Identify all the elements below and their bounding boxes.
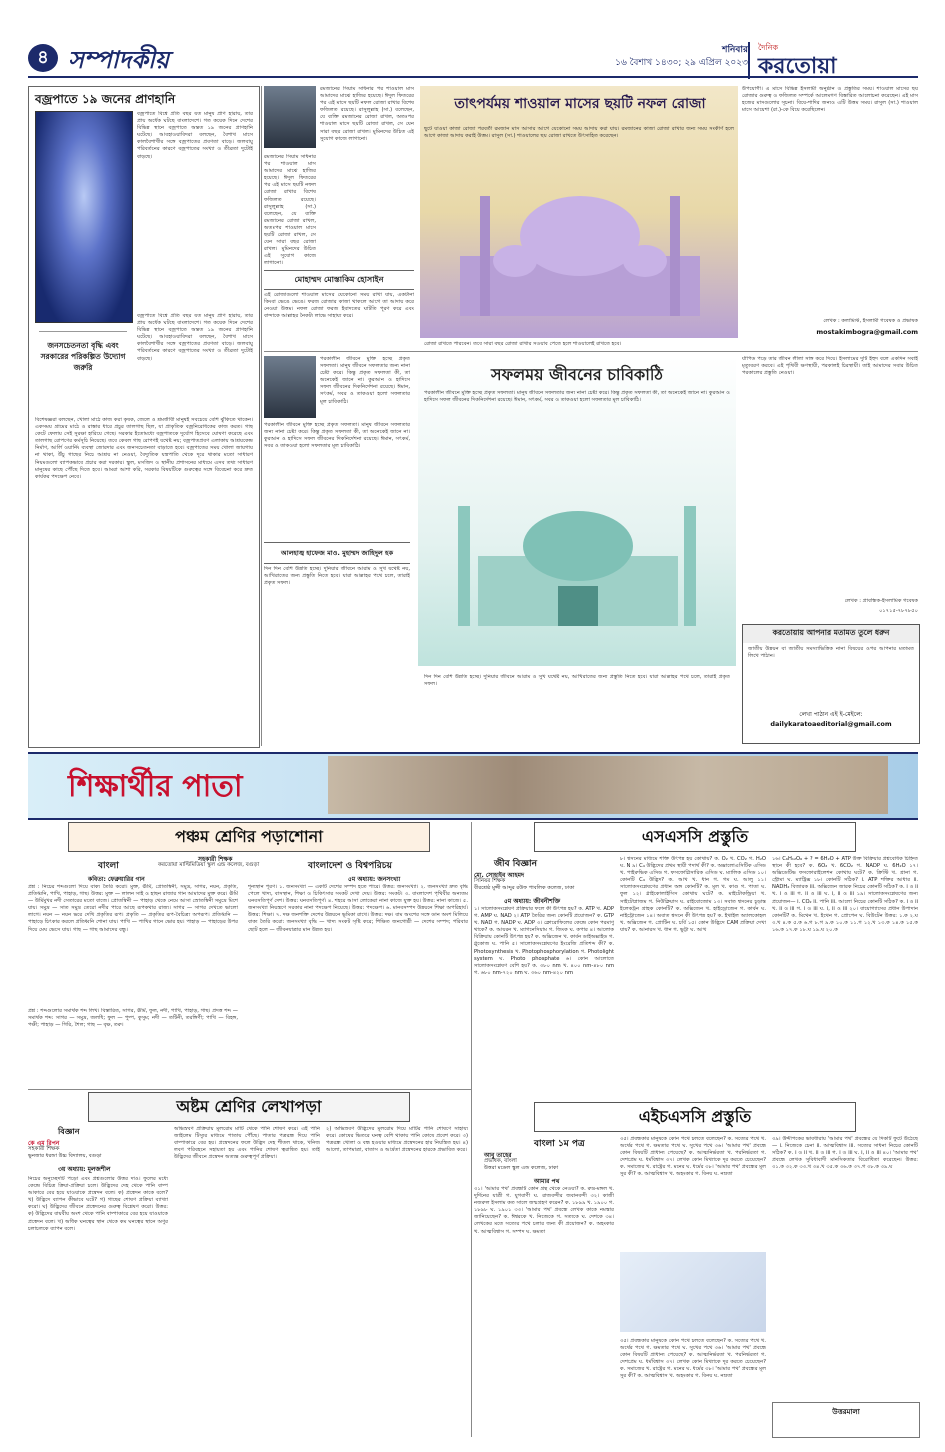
rule-v2	[471, 822, 472, 1437]
ssc-col1: ১। সালোকসংশ্লেষণ প্রক্রিয়ার ফলে কী উৎপন্ন হয়? ক. ATP খ. ADP গ. AMP ঘ. NAD ২। ATP তৈরির জন্য কোনটি প্রয়োজন? ক. GTP খ. NAD গ. NADP ঘ. ADP ৩। ক্লোরোফিলের কেন্দ্রে কোন পরমাণু থাকে? ক. আয়রন খ. ম্যাগনেসিয়াম গ. জিংক ঘ. কপার ৪। আলোক বিক্রিয়ায় কোনটি উৎপন্ন হয়? ক. অক্সিজেন খ. কার্বন ডাইঅক্সাইড গ. গ্লুকোজ ঘ. পানি ৫। সালোকসংশ্লেষণের ইংরেজি প্রতিশব্দ কী? ক. Photosynthesis খ. Photophosphorylation গ. Photolight system ঘ. Photo phosphate ৬। কোন আলোতে সালোকসংশ্লেষণ বেশি হয়? ক. ৩৮০ nm খ. ৪০০ nm-৪৮০ nm গ. ৬৮০ nm-৭২০ nm ঘ. ৩৬০ nm-৪২০ nm	[474, 906, 614, 976]
article-ramadan	[264, 86, 414, 348]
editorial-headline: বজ্রপাতে ১৯ জনের প্রাণহানি	[35, 92, 176, 106]
date: ১৬ বৈশাখ ১৪৩০; ২৯ এপ্রিল ২০২৩	[615, 58, 748, 68]
ssc-chapter: ৫ম অধ্যায়: জীবনীশক্তি	[504, 898, 561, 905]
hsc-teacher-role: প্রভাষক, বাংলা	[484, 1158, 517, 1164]
editorial-body-b: বিশেষজ্ঞরা বলছেন, খোলা মাঠে কাজ করা কৃষক, জেলে ও শ্রমজীবী মানুষই সবচেয়ে বেশি ঝুঁকিতে থাকেন। একসময় গ্রামের মাঠে ও রাস্তার ধারে প্রচুর তালগাছ ছিল, যা প্রাকৃতিক বজ্রনিরোধকের কাজ করত। গাছ কেটে ফেলায় সেই সুরক্ষা হারিয়ে গেছে। সরকার ইতোমধ্যে বজ্রপাতকে দুর্যোগ হিসেবে ঘোষণা করেছে এবং তালগাছ রোপণের কর্মসূচি নিয়েছে। তবে কেবল গাছ রোপণই যথেষ্ট নয়; বজ্রপাতপ্রবণ এলাকায় আশ্রয়কেন্দ্র নির্মাণ, আর্লি ওয়ার্নিং ব্যবস্থা জোরদার এবং জনসচেতনতা বাড়াতে হবে। বজ্রপাতের সময় খোলা জায়গায় না থাকা, উঁচু গাছের নিচে আশ্রয় না নেওয়া, বৈদ্যুতিক যন্ত্রপাতি থেকে দূরে থাকার মতো সাধারণ নিয়মগুলো ব্যাপকভাবে প্রচার করা দরকার। স্কুল, মসজিদ ও স্থানীয় প্রশাসনের মাধ্যমে এসব তথ্য সাধারণ মানুষের কাছে পৌঁছে দিতে হবে। আমরা আশা করি, সরকার বিষয়টিকে গুরুত্বের সঙ্গে বিবেচনা করে দ্রুত কার্যকর পদক্ষেপ নেবে।	[35, 417, 253, 480]
class5-school: করতোয়া মাল্টিমিডিয়া স্কুল এন্ড কলেজ, বগুড়া	[158, 862, 260, 868]
ssc-col2: ৮। শ্বসনের মাধ্যমে শক্তি উৎপন্ন হয় কোথায়? ক. O₂ খ. CO₂ গ. H₂O ঘ. N ৯। C₄ উদ্ভিদের প্রথম স্থায়ী পদার্থ কী? ক. অক্সালোএসিটিক এসিড খ. পাইরুভিক এসিড গ. ফসফোগ্লিসারিক এসিড ঘ. ম্যালিক এসিড ১০। কোনটি C₄ উদ্ভিদ? ক. আখ খ. ধান গ. গম ঘ. আলু ১১। সালোকসংশ্লেষণের প্রধান অঙ্গ কোনটি? ক. মূল খ. কাণ্ড গ. পাতা ঘ. ফুল ১২। গ্লাইকোলাইসিস কোথায় ঘটে? ক. মাইটোকন্ড্রিয়া খ. সাইটোপ্লাজম গ. নিউক্লিয়াস ঘ. রাইবোজোম ১৩। সবাত শ্বসনের চূড়ান্ত ইলেকট্রন গ্রাহক কোনটি? ক. অক্সিজেন খ. হাইড্রোজেন গ. কার্বন ঘ. নাইট্রোজেন ১৪। অবাত শ্বসনে কী উৎপন্ন হয়? ক. ইথাইল অ্যালকোহল খ. অক্সিজেন গ. প্রোটিন ঘ. চর্বি ১৫। কোন উদ্ভিদে CAM প্রক্রিয়া দেখা যায়? ক. আনারস খ. ধান গ. ভুট্টা ঘ. আখ	[620, 856, 766, 933]
mosque-illustration	[420, 86, 738, 338]
masthead	[28, 40, 918, 78]
ssc-school: বীরশ্রেষ্ঠ মুন্সী আব্দুর রউফ পাবলিক কলেজ, ঢাকা	[474, 885, 575, 891]
editorial-body-a-cont: বজ্রপাতে বিশ্বে প্রতি বছর যত মানুষ প্রাণ হারায়, তার প্রায় অর্ধেক ঘটছে বাংলাদেশে। গত কয়েক দিনে দেশের বিভিন্ন স্থানে বজ্রপাতে অন্তত ১৯ জনের প্রাণহানি ঘটেছে। আবহাওয়াবিদরা বলছেন, বৈশাখ মাসে কালবৈশাখীর সঙ্গে বজ্রপাতের প্রবণতা বাড়ে। জলবায়ু পরিবর্তনের কারণে বজ্রপাতের সংখ্যা ও তীব্রতা দুটোই বাড়ছে।	[137, 313, 253, 362]
class5-chapter-left: কবিতা: ফেব্রুয়ারির গান	[88, 876, 145, 883]
opinion-email-label: লেখা পাঠান এই ই-মেইলে:	[799, 711, 863, 718]
class8-col2: অভিস্রবণ প্রক্রিয়ায় মূলরোম মাটি থেকে পানি শোষণ করে। এই পানি জাইলেম টিস্যুর মাধ্যমে পাতায় পৌঁছে। পাতার পত্ররন্ধ্র দিয়ে পানি বাষ্পাকারে বের হয়। প্রস্বেদনের ফলে উদ্ভিদ দেহ শীতল থাকে, খনিজ লবণ পরিবহনে সহায়তা হয় এবং পানির শোষণ ত্বরান্বিত হয়। তাই উদ্ভিদের জীবনে প্রস্বেদন অত্যন্ত গুরুত্বপূর্ণ প্রক্রিয়া।	[174, 1126, 320, 1161]
class5-body-left2: প্রশ্ন : শব্দগুলোর সমার্থক শব্দ লিখ। বিস্তারিত, সাগর, ঊর্মি, ফুল, নদী, পাখি, পাহাড়, গাছ। প্রদত্ত শব্দ — সমার্থক শব্দ: সাগর — সমুদ্র, জলধি; ফুল — পুষ্প, কুসুম; নদী — তটিনী, তরঙ্গিণী; পাখি — বিহঙ্গ, পক্ষী; পাহাড় — গিরি, শৈল; গাছ — বৃক্ষ, তরু।	[28, 1008, 238, 1029]
class5-body-left: প্রশ্ন : নিচের শব্দগুলো দিয়ে বাক্য তৈরি করো। মুক্ত, ঊর্মি, প্রোতস্বিনী, সমুদ্র, সাগর, নয়ন, প্রকৃতি, প্রতিধ্বনি, পাখি, পাহাড়, গাছ। উত্তর: মুক্ত — লালন সাই ও হাছন রাজার গান আমাদের মুক্ত করে। ঊর্মি — উর্মিমুখর নদী সেতারের মতো বাজে। প্রোতস্বিনী — পাহাড় থেকে নেমে আসা স্রোতস্বিনী সমুদ্রে মিশে যায়। সমুদ্র — সাত সমুদ্র তেরো নদীর পারে আছে রূপকথার রাজ্য। সাগর — সাগর দেখতে ভালো লাগে। নয়ন — নয়ন ভরে দেখি প্রকৃতির রূপ। প্রকৃতি — প্রকৃতির রূপ-বৈচিত্র্য অপরূপ। প্রতিধ্বনি — পাহাড়ে চিৎকার করলে প্রতিধ্বনি শোনা যায়। পাখি — পাখির গানে ভোর হয়। পাহাড় — পাহাড়ের উপর দিয়ে মেঘ ভেসে যায়। গাছ — গাছ আমাদের বন্ধু।	[28, 884, 238, 933]
success-body-right: র্যাপিড পড়ে তার জীবন লীলা সাঙ্গ করে দিয়ে। ইসলামের দুটি ইহুদ বলে একদিন সবাই মৃত্যুবরণ করবে। এই পৃথিবী ক্ষণস্থায়ী, পরকালই চিরস্থায়ী। তাই আমাদের সবার উচিত পরকালের প্রস্তুতি নেওয়া।	[742, 356, 918, 377]
paper-name: করতোয়া	[758, 54, 837, 79]
hsc-section	[474, 1102, 918, 1437]
class5-title-box	[68, 822, 430, 852]
shawwal-body-top: ছুটে যাওয়া কাজা রোজা পরবর্তী রমজান মাস আসার আগে যেকোনো সময় আদায় করা যায়। রমজানের কাজা রোজা রাখার জন্য সময় সংকীর্ণ হলে আগে কাজা আদায় করাই উত্তম। রাসুল (সা.) শাওয়ালের ছয় রোজা রাখতে উৎসাহিত করেছেন।	[424, 126, 734, 140]
paper-small: দৈনিক	[758, 43, 779, 52]
success-body: পরকালীন জীবনে মুক্তি হচ্ছে প্রকৃত সফলতা। মানুষ জীবনে সফলতার জন্য নানা চেষ্টা করে। কিন্তু প্রকৃত সফলতা কী, তা অনেকেই জানে না। কুরআন ও হাদিসে সফল জীবনের দিকনির্দেশনা রয়েছে। ঈমান, সৎকর্ম, সবর ও তাকওয়া হলো সফলতার মূল চাবিকাঠি।	[320, 356, 410, 405]
hsc-chapter: আমার পথ	[534, 1178, 560, 1185]
hsc-col2: ৩৫। প্রবন্ধকার মানুষকে কোন পথে চলতে বলেছেন? ক. সত্যের পথে খ. অর্থের পথে গ. ক্ষমতার পথে ঘ. সুখের পথে ৩৬। 'আমার পথ' প্রবন্ধে কোন বিষয়টি প্রাধান্য পেয়েছে? ক. আত্মনির্ভরতা খ. পরনির্ভরতা গ. দেশপ্রেম ঘ. ধর্মবিশ্বাস ৩৭। লেখক কোন মিথ্যাকে দূর করতে চেয়েছেন? ক. সমাজের খ. রাষ্ট্রের গ. মনের ঘ. ধর্মের ৩৮। 'আমার পথ' প্রবন্ধের মূল সুর কী? ক. আত্মবিশ্বাস খ. অহংকার গ. বিনয় ঘ. নম্রতা	[620, 1136, 766, 1178]
day: শনিবার	[722, 45, 748, 55]
editorial-lightning	[28, 86, 260, 748]
success-phone: ০১৭১৫-৭৮৭৮৫০	[879, 608, 918, 614]
class8-title-box	[88, 1092, 410, 1122]
ssc-title-box	[534, 822, 856, 852]
shawwal-author-note: লেখক : কলামিস্ট, ইসলামী গবেষক ও প্রভাষক	[823, 318, 918, 324]
success-body2: দিন দিন বেশি উন্নতি হচ্ছে। দুনিয়ার জীবনে আরাম ও সুখ যথেষ্ট নয়, আখিরাতের জন্য প্রস্তুতি নিতে হবে। যারা আল্লাহর পথে চলে, তারাই প্রকৃত সফল।	[264, 566, 410, 587]
success-author-photo	[264, 356, 316, 418]
banner-title: শিক্ষার্থীর পাতা	[68, 769, 243, 804]
class8-col3: ২) অভিস্রবণ উদ্ভিদের মূলরোম দিয়ে মাটির পানি শোষণে সাহায্য করে। কোষের ভিতরে ঘনত্ব বেশি থাকায় পানি কোষে প্রবেশ করে। ৩) পত্ররন্ধ্র খোলা ও বন্ধ হওয়ার মাধ্যমে প্রস্বেদনের হার নিয়ন্ত্রিত হয়। ৪) আলো, তাপমাত্রা, বাতাস ও আর্দ্রতা প্রস্বেদনের হারকে প্রভাবিত করে।	[326, 1126, 468, 1154]
shawwal-headline: তাৎপর্যময় শাওয়াল মাসের ছয়টি নফল রোজা	[454, 96, 706, 112]
hsc-teacher: আবু তাহের	[484, 1152, 512, 1159]
ssc-teacher-role: সিনিয়র শিক্ষক	[474, 878, 506, 884]
hsc-col1: ৩১। 'আমার পথ' প্রবন্ধটি কোন গ্রন্থ থেকে নেওয়া? ক. রুদ্র-মঙ্গল খ. দুর্দিনের যাত্রী গ. যুগবাণী ঘ. রাজবন্দীর জবানবন্দী ৩২। কাজী নজরুল ইসলাম কত সালে জন্মগ্রহণ করেন? ক. ১৮৯৯ খ. ১৯০০ গ. ১৮৯৮ ঘ. ১৯০১ ৩৩। 'আমার পথ' প্রবন্ধে লেখক কাকে নমস্কার জানিয়েছেন? ক. ঈশ্বরকে খ. নিজেকে গ. সত্যকে ঘ. দেশকে ৩৪। লেখকের মতে সত্যের পথে চলার জন্য কী প্রয়োজন? ক. অহংকার খ. আত্মবিশ্বাস গ. সম্পদ ঘ. ক্ষমতা	[474, 1186, 614, 1235]
rule-h1	[264, 351, 918, 352]
hsc-col2-lower: ৩৫। প্রবন্ধকার মানুষকে কোন পথে চলতে বলেছেন? ক. সত্যের পথে খ. অর্থের পথে গ. ক্ষমতার পথে ঘ. সুখের পথে ৩৬। 'আমার পথ' প্রবন্ধে কোন বিষয়টি প্রাধান্য পেয়েছে? ক. আত্মনির্ভরতা খ. পরনির্ভরতা গ. দেশপ্রেম ঘ. ধর্মবিশ্বাস ৩৭। লেখক কোন মিথ্যাকে দূর করতে চেয়েছেন? ক. সমাজের খ. রাষ্ট্রের গ. মনের ঘ. ধর্মের ৩৮। 'আমার পথ' প্রবন্ধের মূল সুর কী? ক. আত্মবিশ্বাস খ. অহংকার গ. বিনয় ঘ. নম্রতা	[620, 1338, 766, 1380]
hsc-school: উত্তরা মডেল স্কুল এন্ড কলেজ, ঢাকা	[484, 1165, 559, 1171]
success-author-bar	[264, 542, 410, 564]
class8-chapter: ৩য় অধ্যায়: মূলজশীল	[58, 1166, 111, 1173]
class5-chapter-right: ৫ম অধ্যায়: জনসংখ্যা	[348, 876, 401, 883]
shawwal-body-bottom: রোজা রাখতে পারবেন। তবে সারা বছর রোজা রাখার সওয়াব পেতে হলে শাওয়ালেই রাখতে হবে।	[424, 341, 622, 347]
success-body-center: পরকালীন জীবনে মুক্তি হচ্ছে প্রকৃত সফলতা। মানুষ জীবনে সফলতার জন্য নানা চেষ্টা করে। কিন্তু প্রকৃত সফলতা কী, তা অনেকেই জানে না। কুরআন ও হাদিসে সফল জীবনের দিকনির্দেশনা রয়েছে। ঈমান, সৎকর্ম, সবর ও তাকওয়া হলো সফলতার মূল চাবিকাঠি।	[424, 390, 730, 404]
rule-h2	[28, 1089, 471, 1090]
class5-subject-left: বাংলা	[98, 861, 119, 871]
side-caption: জনসচেতনতা বৃদ্ধি এবং সরকারের পরিকল্পিত উদ্যোগ জরুরি	[40, 341, 126, 372]
hsc-col3: ৩৯। উদ্দীপকের ভাবধারায় 'আমার পথ' প্রবন্ধের যে দিকটি ফুটে উঠেছে— i. নিজেকে চেনা ii. আত্মবিশ্বাস iii. সত্যের সাধনা নিচের কোনটি সঠিক? ক. i ও ii খ. ii ও iii গ. i ও iii ঘ. i, ii ও iii ৪০। 'আমার পথ' প্রবন্ধে লেখক সুবিধাবাদী মানসিকতার বিরোধিতা করেছেন। উত্তর: ৩১.ক ৩২.ক ৩৩.খ ৩৪.খ ৩৫.ক ৩৬.ক ৩৭.গ ৩৮.ক ৩৯.ঘ	[772, 1136, 918, 1171]
students-banner	[28, 752, 918, 820]
class5-body-right: শূন্যস্থান পূরণ। ১. জনসংখ্যা — একটি দেশের সম্পদ হতে পারে। উত্তর: জনসংখ্যা। ২. জনসংখ্যা দ্রুত বৃদ্ধি পেলে খাদ্য, বাসস্থান, শিক্ষা ও চিকিৎসার সংকট দেখা দেয়। উত্তর: সংকট। ৩. বাংলাদেশ পৃথিবীর অন্যতম ঘনবসতিপূর্ণ দেশ। উত্তর: ঘনবসতিপূর্ণ। ৪. শহরে আসা লোকেরা নানা কাজে যুক্ত হয়। উত্তর: নানা কাজে। ৫. জনসংখ্যা নিয়ন্ত্রণে সরকার নানা পদক্ষেপ নিয়েছে। উত্তর: পদক্ষেপ। ৬. মানবসম্পদ উন্নয়নে শিক্ষা অপরিহার্য। উত্তর: শিক্ষা। ৭. দক্ষ জনশক্তি দেশের উন্নয়নে ভূমিকা রাখে। উত্তর: দক্ষ। বাম অংশের সঙ্গে ডান অংশ মিলিয়ে বাক্য তৈরি করো: জনসংখ্যা বৃদ্ধি — খাদ্য সংকট সৃষ্টি করে; শিক্ষিত জনগোষ্ঠী — দেশের সম্পদ; পরিবার ছোট হলে — জীবনযাত্রার মান উন্নত হয়।	[248, 884, 468, 933]
class5-title: পঞ্চম শ্রেণির পড়াশোনা	[175, 827, 323, 846]
success-body-lower: পরকালীন জীবনে মুক্তি হচ্ছে প্রকৃত সফলতা। মানুষ জীবনে সফলতার জন্য নানা চেষ্টা করে। কিন্তু প্রকৃত সফলতা কী, তা অনেকেই জানে না। কুরআন ও হাদিসে সফল জীবনের দিকনির্দেশনা রয়েছে। ঈমান, সৎকর্ম, সবর ও তাকওয়া হলো সফলতার মূল চাবিকাঠি।	[264, 422, 410, 450]
author-photo	[264, 86, 316, 148]
ramadan-body: রমজানের সিয়াম সাধনার পর শাওয়াল মাস আমাদের মাঝে হাজির হয়েছে। ঈদুল ফিতরের পর এই মাসে ছয়টি নফল রোজা রাখার বিশেষ ফজিলত রয়েছে। রাসুলুল্লাহ (সা.) বলেছেন, যে ব্যক্তি রমজানের রোজা রাখল, অতঃপর শাওয়াল মাসে ছয়টি রোজা রাখল, সে যেন সারা বছর রোজা রাখল। মুমিনদের উচিত এই সুযোগ কাজে লাগানো।	[320, 86, 414, 142]
ramadan-author: মোহাম্মদ মোস্তাকিম হোসাইন	[294, 275, 384, 284]
opinion-email: dailykaratoaeditorial@gmail.com	[770, 720, 892, 728]
class5-section	[28, 822, 468, 1087]
ssc-teacher: মো. সোহাইব আহমদ	[474, 872, 525, 879]
author-bar	[264, 270, 414, 290]
lightning-photo	[35, 111, 133, 323]
success-headline: সফলময় জীবনের চাবিকাঠি	[491, 365, 663, 384]
side-caption-box	[39, 331, 127, 408]
hsc-title: এইচএসসি প্রস্তুতি	[638, 1107, 752, 1126]
ssc-section	[474, 822, 918, 1097]
hsc-answer-title: উত্তরমালা	[832, 1408, 860, 1416]
banner-photo	[328, 756, 888, 814]
opinion-title: করতোয়ায় আপনার মতামত তুলে ধরুন	[743, 625, 919, 643]
success-author: আলহাজ্ব হাফেজ মাও. মুহাম্মদ জাহিদুল হক	[280, 549, 393, 557]
success-body-center-lower: দিন দিন বেশি উন্নতি হচ্ছে। দুনিয়ার জীবনে আরাম ও সুখ যথেষ্ট নয়, আখিরাতের জন্য প্রস্তুতি নিতে হবে। যারা আল্লাহর পথে চলে, তারাই প্রকৃত সফল।	[424, 674, 730, 688]
opinion-body: জাতীয় উন্নয়ন বা জাতীয় সমস্যাভিত্তিক নানা বিষয়ের ওপর আপনার মতামত লিখে পাঠান।	[748, 646, 914, 660]
date-info	[615, 44, 748, 70]
class8-teacher: কে এম রিপন	[28, 1140, 60, 1147]
shawwal-body-right: উপযোগী। এ মাসে বিভিন্ন ইসলামী অনুষ্ঠান ও প্রস্তুতির সময়। শাওয়াল মাসের ছয় রোজার গুরুত্ব ও ফজিলত সম্পর্কে আলেমগণ বিস্তারিত আলোচনা করেছেন। এই মাস হজের মাসগুলোর সূচনা। বিয়ে-শাদির জন্যও এটি উত্তম সময়। রাসুল (সা.) শাওয়াল মাসে আয়েশা (রা.)-কে বিয়ে করেছিলেন।	[742, 86, 918, 114]
page-number: ৪	[28, 44, 58, 72]
class8-col1: নিচের অনুচ্ছেদটি পড়ো এবং প্রশ্নগুলোর উত্তর দাও। ফুলের মধ্যে কেন্দ্রে বিচিত্র ক্রিয়া-প্রক্রিয়া চলে। উদ্ভিদের দেহ থেকে পানি বাষ্প আকারে বের হয়ে যাওয়াকে প্রস্বেদন বলে। ক) প্রস্বেদন কাকে বলে? খ) উদ্ভিদে ব্যাপন কীভাবে ঘটে? গ) গাছের শোষণ প্রক্রিয়া ব্যাখ্যা করো। ঘ) উদ্ভিদের জীবনে প্রস্বেদনের গুরুত্ব বিশ্লেষণ করো। উত্তর: ক) উদ্ভিদের বায়বীয় অংশ থেকে পানি বাষ্পাকারে বের হয়ে যাওয়াকে প্রস্বেদন বলে। খ) অধিক ঘনত্বের স্থান থেকে কম ঘনত্বের স্থানে অণুর চলাচলকে ব্যাপন বলে।	[28, 1176, 168, 1232]
class8-school: ভুনজার ধরন্ডা উচ্চ বিদ্যালয়, বগুড়া	[28, 1153, 102, 1159]
hsc-subject: বাংলা ১ম পত্র	[534, 1139, 585, 1149]
class5-teacher: সহকারী শিক্ষক	[198, 856, 233, 863]
class8-section	[28, 1092, 468, 1437]
hsc-title-box	[534, 1102, 856, 1132]
ssc-subject: জীব বিজ্ঞান	[494, 859, 537, 869]
ssc-title: এসএসসি প্রস্তুতি	[641, 827, 749, 846]
hsc-answer-box	[772, 1402, 920, 1438]
ssc-col3: ১৬। C₆H₁₂O₆ + ? = 6H₂O + ATP উক্ত বিক্রিয়ার প্রশ্নবোধক চিহ্নিত স্থানে কী হবে? ক. 6O₂ খ. 6CO₂ গ. NADP ঘ. 6H₂O ১৭। অক্সিডেটিভ ফসফোরাইলেশন কোথায় ঘটে? ক. ক্রিস্টি খ. গ্রানা গ. স্ট্রোমা ঘ. ম্যাট্রিক্স ১৮। কোনটি সঠিক? i. ATP শক্তির আধার ii. NADH₂ বিজারক iii. অক্সিজেন জারক নিচের কোনটি সঠিক? ক. i ও ii খ. i ও iii গ. ii ও iii ঘ. i, ii ও iii ১৯। সালোকসংশ্লেষণের জন্য প্রয়োজন— i. CO₂ ii. পানি iii. আলো নিচের কোনটি সঠিক? ক. i ও ii খ. ii ও iii গ. i ও iii ঘ. i, ii ও iii ২০। বায়োগ্যাসের প্রধান উপাদান কোনটি? ক. মিথেন খ. ইথেন গ. প্রোপেন ঘ. বিউটেন উত্তর: ১.ক ২.ঘ ৩.খ ৪.ক ৫.ক ৬.গ ৮.গ ৯.ক ১০.ক ১১.গ ১২.খ ১৩.ক ১৪.ক ১৫.ক ১৬.ক ১৭.ক ১৮.ঘ ১৯.ঘ ২০.ক	[772, 856, 918, 933]
class8-subject: বিজ্ঞান	[58, 1127, 80, 1136]
rule-v1	[261, 86, 262, 746]
mosque-drawing	[420, 86, 738, 338]
class8-teacher-role: সহকারী শিক্ষক	[28, 1146, 60, 1152]
success-author-note: লেখক : প্রাবন্ধিক-ইসলামিক গবেষক	[844, 598, 918, 604]
class8-title: অষ্টম শ্রেণির লেখাপড়া	[176, 1097, 322, 1116]
section-title: সম্পাদকীয়	[68, 45, 170, 74]
opinion-box	[742, 624, 920, 744]
shawwal-email: mostakimbogra@gmail.com	[816, 328, 918, 336]
editorial-body-a: বজ্রপাতে বিশ্বে প্রতি বছর যত মানুষ প্রাণ হারায়, তার প্রায় অর্ধেক ঘটছে বাংলাদেশে। গত কয়েক দিনে দেশের বিভিন্ন স্থানে বজ্রপাতে অন্তত ১৯ জনের প্রাণহানি ঘটেছে। আবহাওয়াবিদরা বলছেন, বৈশাখ মাসে কালবৈশাখীর সঙ্গে বজ্রপাতের প্রবণতা বাড়ে। জলবায়ু পরিবর্তনের কারণে বজ্রপাতের সংখ্যা ও তীব্রতা দুটোই বাড়ছে।	[137, 111, 253, 160]
article-shawwal	[420, 86, 918, 348]
article-success	[264, 356, 918, 746]
ramadan-body2: এই রোজাগুলো শাওয়াল মাসের যেকোনো সময় রাখা যায়, একটানা কিংবা ভেঙে ভেঙে। ফরজ রোজার কাজা থাকলে আগে তা আদায় করে নেওয়া উত্তম। নফল রোজা ফরজ ইবাদতের ঘাটতি পূরণ করে এবং বান্দাকে আল্লাহর নৈকট্য লাভে সাহায্য করে।	[264, 292, 414, 320]
hsc-illustration	[620, 1252, 766, 1332]
class5-subject-right: বাংলাদেশ ও বিশ্বপরিচয়	[308, 861, 392, 871]
ramadan-body-lower: রমজানের সিয়াম সাধনার পর শাওয়াল মাস আমাদের মাঝে হাজির হয়েছে। ঈদুল ফিতরের পর এই মাসে ছয়টি নফল রোজা রাখার বিশেষ ফজিলত রয়েছে। রাসুলুল্লাহ (সা.) বলেছেন, যে ব্যক্তি রমজানের রোজা রাখল, অতঃপর শাওয়াল মাসে ছয়টি রোজা রাখল, সে যেন সারা বছর রোজা রাখল। মুমিনদের উচিত এই সুযোগ কাজে লাগানো।	[264, 154, 316, 266]
paper-logo	[748, 42, 918, 79]
